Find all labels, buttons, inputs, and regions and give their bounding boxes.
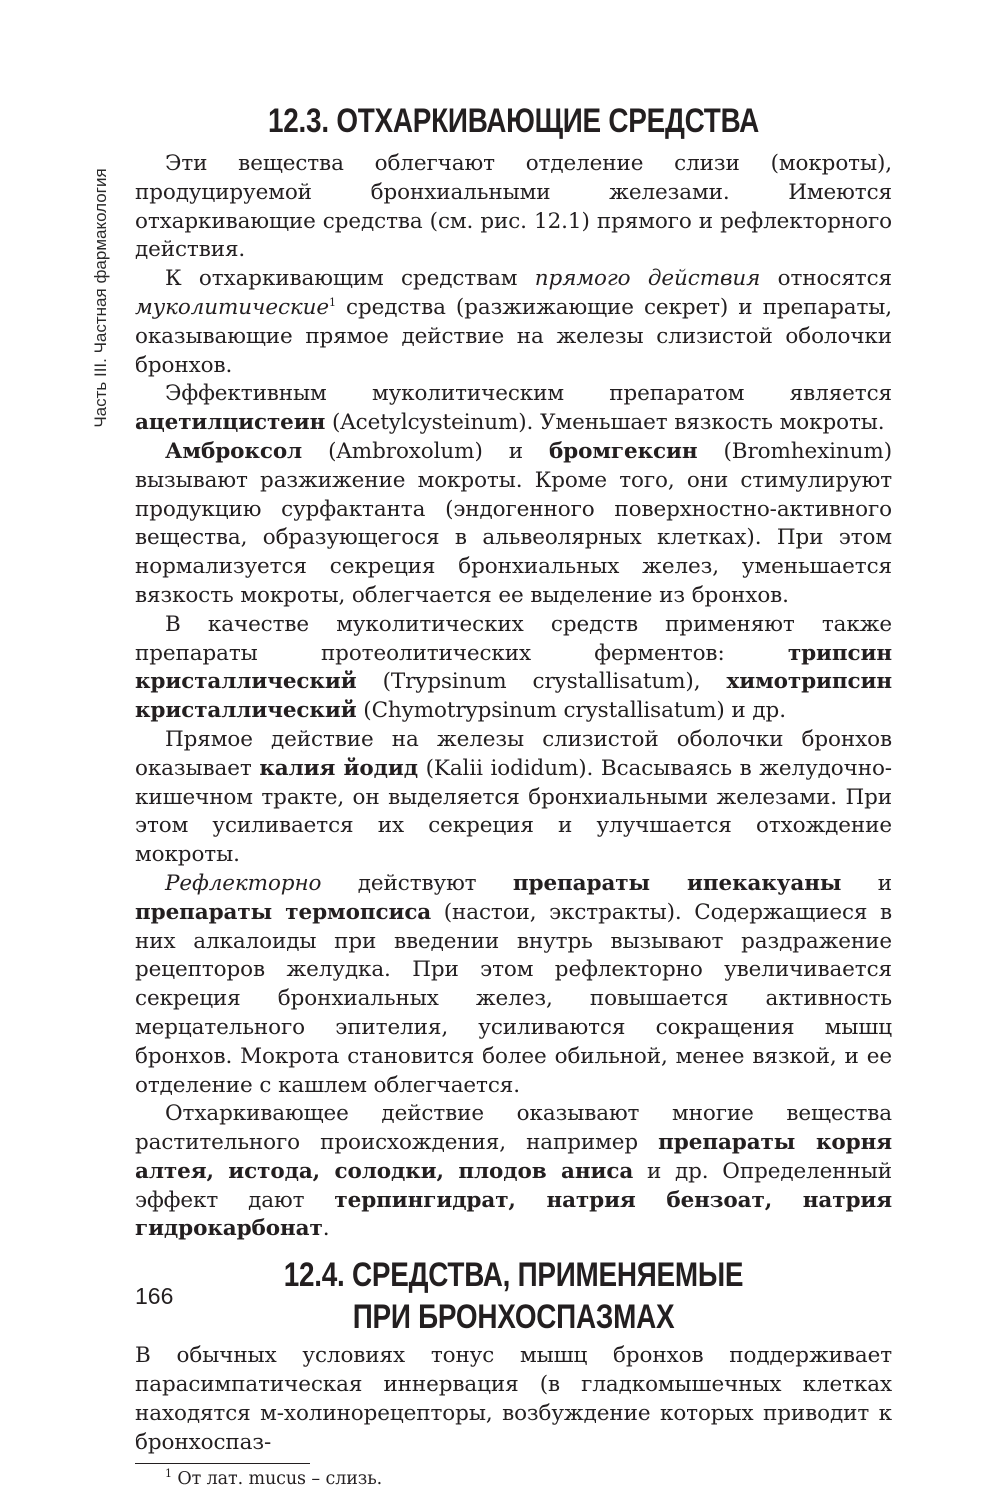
paragraph xyxy=(135,611,892,726)
footnote xyxy=(135,1468,892,1490)
section-title-12-3: 12.3. ОТХАРКИВАЮЩИЕ СРЕДСТВА xyxy=(268,102,759,140)
paragraph-text: В обычных условиях тонус мышц бронхов поддерживает парасимпатическая иннервация (в гладкомышечных клетках находятся м-холинорецепторы, возбуждение которых приводит к бронхоспаз- xyxy=(135,1343,892,1455)
drug-name: химотрипсин кристаллический xyxy=(135,669,892,724)
text: (Trypsinum crystallisatum), xyxy=(356,669,727,695)
drug-name: бромгексин xyxy=(548,438,698,464)
text: Прямое действие на железы слизистой оболочки бронхов оказывает xyxy=(135,726,892,781)
running-header-vertical xyxy=(84,100,118,496)
text: К отхаркивающим средствам xyxy=(165,266,535,292)
page-number: 166 xyxy=(135,1283,174,1309)
footnote-text: От лат. mucus – слизь. xyxy=(171,1469,383,1490)
text: (Bromhexinum) вызывают разжижение мокроты. Кроме того, они стимулируют продукцию сурфактанта (эндогенного поверхностно-активного вещества, образующегося в альвеолярных клетках). При этом нормализуется секреция бронхиальных желез, уменьшается вязкость мокроты, облегчается ее выделение из бронхов. xyxy=(135,438,892,608)
paragraph-text: Эти вещества облегчают отделение слизи (мокроты), продуцируемой бронхиальными железами. Имеются отхаркивающие средства (см. рис. 12.1) прямого и рефлекторного действия. xyxy=(135,151,892,263)
text: (Kalii iodidum). Всасываясь в желудочно-кишечном тракте, он выделяется бронхиальными железами. При этом усиливается их секреция и улучшается отхождение мокроты. xyxy=(135,755,892,868)
text: . xyxy=(322,1216,330,1242)
footnote-ref: 1 xyxy=(329,295,336,309)
text: (настои, экстракты). Содержащиеся в них алкалоиды при введении внутрь вызывают раздражение рецепторов желудка. При этом рефлекторно увеличивается секреция бронхиальных желез, повышается активность мерцательного эпителия, усиливаются сокращения мышц бронхов. Мокрота становится более обильной, менее вязкой, и ее отделение с кашлем облегчается. xyxy=(135,899,892,1098)
drug-name: трипсин кристаллический xyxy=(135,640,892,695)
text: действуют xyxy=(321,870,513,896)
text: относятся xyxy=(760,266,892,292)
text: Отхаркивающее действие оказывают многие вещества растительного происхождения, например xyxy=(135,1101,892,1156)
drug-name: препараты корня алтея, истода, солодки, плодов аниса xyxy=(135,1130,892,1184)
footnote-mark: 1 xyxy=(165,1467,172,1481)
section-title-12-4 xyxy=(203,1254,824,1338)
section-title-line: 12.4. СРЕДСТВА, ПРИМЕНЯЕМЫЕ xyxy=(283,1256,744,1295)
paragraph xyxy=(135,438,892,611)
paragraph xyxy=(135,726,892,870)
text: (Acetylcysteinum). Уменьшает вязкость мокроты. xyxy=(325,410,885,436)
text: и xyxy=(841,870,892,896)
page-content xyxy=(135,96,892,1490)
paragraph xyxy=(135,1342,892,1457)
drug-name: препараты ипекакуаны xyxy=(512,870,842,896)
paragraph xyxy=(135,870,892,1100)
footnote-divider xyxy=(135,1463,310,1464)
paragraph xyxy=(135,265,892,380)
text: В качестве муколитических средств применяют также препараты протеолитических ферментов: xyxy=(135,611,892,666)
paragraph xyxy=(135,1100,892,1244)
drug-name: ацетилцистеин xyxy=(135,410,326,436)
drug-name: Амброксол xyxy=(165,438,303,464)
text: средства (разжижающие секрет) и препараты, оказывающие прямое действие на железы слизистой оболочки бронхов. xyxy=(135,294,892,378)
drug-name: калия йодид xyxy=(259,755,418,781)
italic-term: муколитические xyxy=(135,294,330,320)
italic-term: Рефлекторно xyxy=(165,870,322,896)
running-header-text: Часть III. Частная фармакология xyxy=(91,168,110,428)
drug-name: терпингидрат, натрия бензоат, натрия гидрокарбонат xyxy=(135,1187,893,1242)
text: (Ambroxolum) и xyxy=(302,438,549,464)
text: (Chymotrypsinum crystallisatum) и др. xyxy=(356,698,786,724)
text: и др. Определенный эффект дают xyxy=(135,1158,892,1213)
paragraph xyxy=(135,150,892,265)
paragraph xyxy=(135,380,892,438)
italic-term: прямого действия xyxy=(534,266,761,292)
text: Эффективным муколитическим препаратом является xyxy=(165,381,892,407)
drug-name: препараты термопсиса xyxy=(135,899,432,925)
section-title-line: ПРИ БРОНХОСПАЗМАХ xyxy=(352,1298,675,1337)
